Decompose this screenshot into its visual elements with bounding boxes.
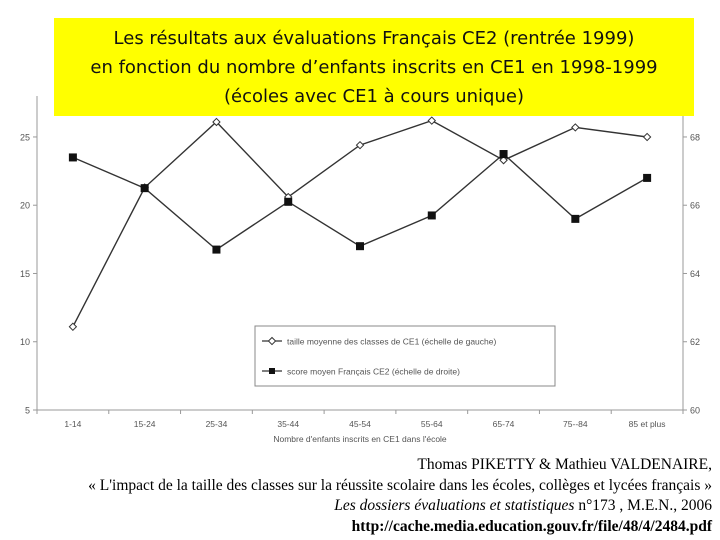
right-tick-label: 64 <box>690 268 701 279</box>
left-tick-label: 10 <box>19 337 30 348</box>
class-size-point <box>644 133 651 140</box>
class-size-point <box>428 117 435 124</box>
x-tick-label: 65-74 <box>492 419 515 429</box>
x-tick-label: 85 et plus <box>628 419 666 429</box>
citation-series: Les dossiers évaluations et statistiques <box>334 497 575 514</box>
right-tick-label: 66 <box>690 200 701 211</box>
x-axis-title: Nombre d'enfants inscrits en CE1 dans l'école <box>273 434 447 444</box>
title-line-1: Les résultats aux évaluations Français CE2 (rentrée 1999) <box>113 28 635 49</box>
class-size-point <box>572 124 579 131</box>
x-tick-label: 1-14 <box>64 419 82 429</box>
citation-authors: Thomas PIKETTY & Mathieu VALDENAIRE, <box>417 456 712 473</box>
legend <box>255 326 555 386</box>
score-point <box>428 211 436 219</box>
legend-label-2: score moyen Français CE2 (échelle de droite) <box>287 366 460 377</box>
citation-url: http://cache.media.education.gouv.fr/file/48/4/2484.pdf <box>351 517 712 535</box>
x-tick-label: 55-64 <box>420 419 443 429</box>
x-tick-label: 35-44 <box>277 419 300 429</box>
citation-work: « L'impact de la taille des classes sur la réussite scolaire dans les écoles, collèges et lycées français » <box>88 476 712 494</box>
title-line-2: en fonction du nombre d’enfants inscrits en CE1 en 1998-1999 <box>90 57 658 78</box>
left-tick-label: 25 <box>19 132 30 143</box>
score-point <box>212 246 220 254</box>
title-line-3: (écoles avec CE1 à cours unique) <box>224 86 524 107</box>
score-point <box>69 153 77 161</box>
left-tick-label: 5 <box>24 405 30 416</box>
legend-marker-filled-square <box>269 368 275 374</box>
score-point <box>356 242 364 250</box>
left-tick-label: 20 <box>19 200 30 211</box>
citation-issue: n°173 , M.E.N., 2006 <box>574 497 712 514</box>
chart-series <box>69 117 651 330</box>
citation-publication <box>2 496 712 517</box>
score-point <box>643 174 651 182</box>
legend-box <box>255 326 555 386</box>
series-line-1 <box>73 121 647 327</box>
right-tick-label: 60 <box>690 405 701 416</box>
series-line-2 <box>73 154 647 250</box>
score-point <box>141 184 149 192</box>
score-point <box>284 198 292 206</box>
score-point <box>500 150 508 158</box>
left-tick-label: 15 <box>19 268 30 279</box>
class-size-point <box>69 323 76 330</box>
chart-title-box <box>54 18 694 116</box>
x-tick-label: 15-24 <box>133 419 156 429</box>
legend-label-1: taille moyenne des classes de CE1 (échelle de gauche) <box>287 336 497 347</box>
right-tick-label: 62 <box>690 337 701 348</box>
x-tick-label: 45-54 <box>349 419 371 429</box>
x-tick-label: 75--84 <box>563 419 588 429</box>
source-citation <box>2 455 712 537</box>
score-point <box>571 215 579 223</box>
right-tick-label: 68 <box>690 132 701 143</box>
x-tick-label: 25-34 <box>205 419 228 429</box>
